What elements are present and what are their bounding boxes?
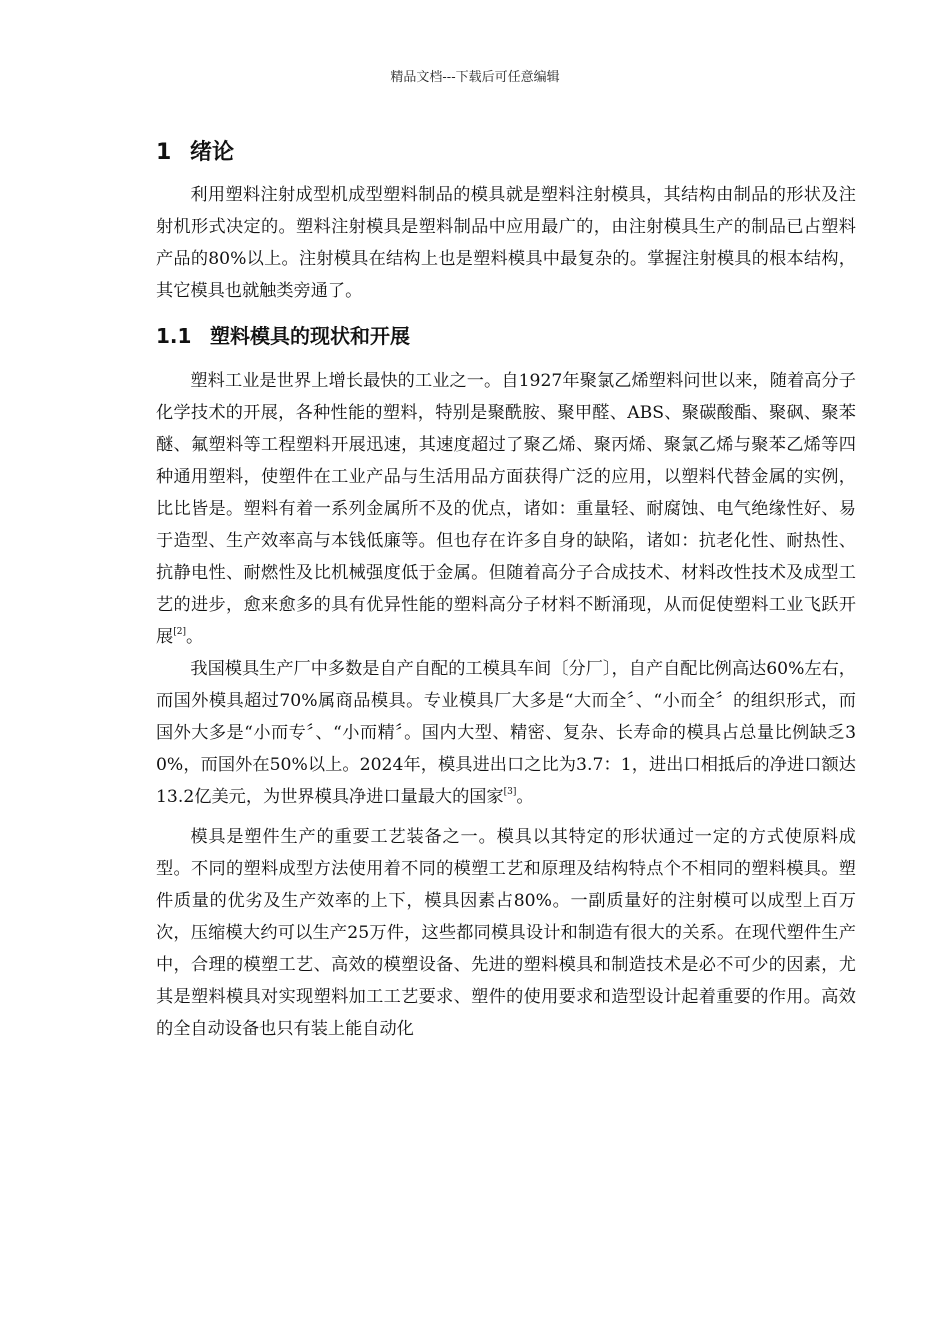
body-paragraph (156, 653, 856, 813)
chapter-title: 绪论 (190, 140, 235, 165)
citation-marker: [3] (503, 787, 517, 797)
page-content (156, 135, 856, 1045)
section-title: 塑料模具的现状和开展 (210, 324, 410, 348)
citation-marker: [2] (173, 627, 186, 637)
paragraph-text: 我国模具生产厂中多数是自产自配的工模具车间〔分厂〕，自产自配比例高达60%左右，而国外模具超过70%属商品模具。专业模具厂大多是“大而全〞、“小而全〞的组织形式，而国外大多是“小而专〞、“小而精〞。国内大型、精密、复杂、长寿命的模具占总量比例缺乏30%，而国外在50%以上。2024年，模具进出口之比为3.7：1，进出口相抵后的净进口额达13.2亿美元，为世界模具净进口量最大的国家 (156, 659, 856, 807)
body-paragraph (156, 821, 856, 1045)
paragraph-tail: 。 (185, 627, 204, 647)
paragraph-text: 模具是塑件生产的重要工艺装备之一。模具以其特定的形状通过一定的方式使原料成型。不同的塑料成型方法使用着不同的模塑工艺和原理及结构特点个不相同的塑料模具。塑件质量的优劣及生产效率的上下，模具因素占80%。一副质量好的注射模可以成型上百万次，压缩模大约可以生产25万件，这些都同模具设计和制造有很大的关系。在现代塑件生产中，合理的模塑工艺、高效的模塑设备、先进的塑料模具和制造技术是必不可少的因素，尤其是塑料模具对实现塑料加工工艺要求、塑件的使用要求和造型设计起着重要的作用。高效的全自动设备也只有装上能自动化 (156, 827, 856, 1039)
body-paragraph (156, 365, 856, 653)
paragraph-tail: 。 (516, 787, 534, 807)
section-number: 1.1 (156, 324, 192, 348)
intro-paragraph: 利用塑料注射成型机成型塑料制品的模具就是塑料注射模具，其结构由制品的形状及注射机形式决定的。塑料注射模具是塑料制品中应用最广的，由注射模具生产的制品已占塑料产品的80%以上。注射模具在结构上也是塑料模具中最复杂的。掌握注射模具的根本结构，其它模具也就触类旁通了。 (156, 185, 856, 301)
header-watermark: 精品文档---下载后可任意编辑 (390, 70, 560, 85)
section-heading (156, 320, 856, 352)
chapter-heading (156, 135, 856, 171)
chapter-number: 1 (156, 140, 172, 165)
paragraph-text: 塑料工业是世界上增长最快的工业之一。自1927年聚氯乙烯塑料问世以来，随着高分子化学技术的开展，各种性能的塑料，特别是聚酰胺、聚甲醛、ABS、聚碳酸酯、聚砜、聚苯醚、氟塑料等工程塑料开展迅速，其速度超过了聚乙烯、聚丙烯、聚氯乙烯与聚苯乙烯等四种通用塑料，使塑件在工业产品与生活用品方面获得广泛的应用，以塑料代替金属的实例，比比皆是。塑料有着一系列金属所不及的优点，诸如：重量轻、耐腐蚀、电气绝缘性好、易于造型、生产效率高与本钱低廉等。但也存在许多自身的缺陷，诸如：抗老化性、耐热性、抗静电性、耐燃性及比机械强度低于金属。但随着高分子合成技术、材料改性技术及成型工艺的进步，愈来愈多的具有优异性能的塑料高分子材料不断涌现，从而促使塑料工业飞跃开展 (156, 371, 856, 647)
